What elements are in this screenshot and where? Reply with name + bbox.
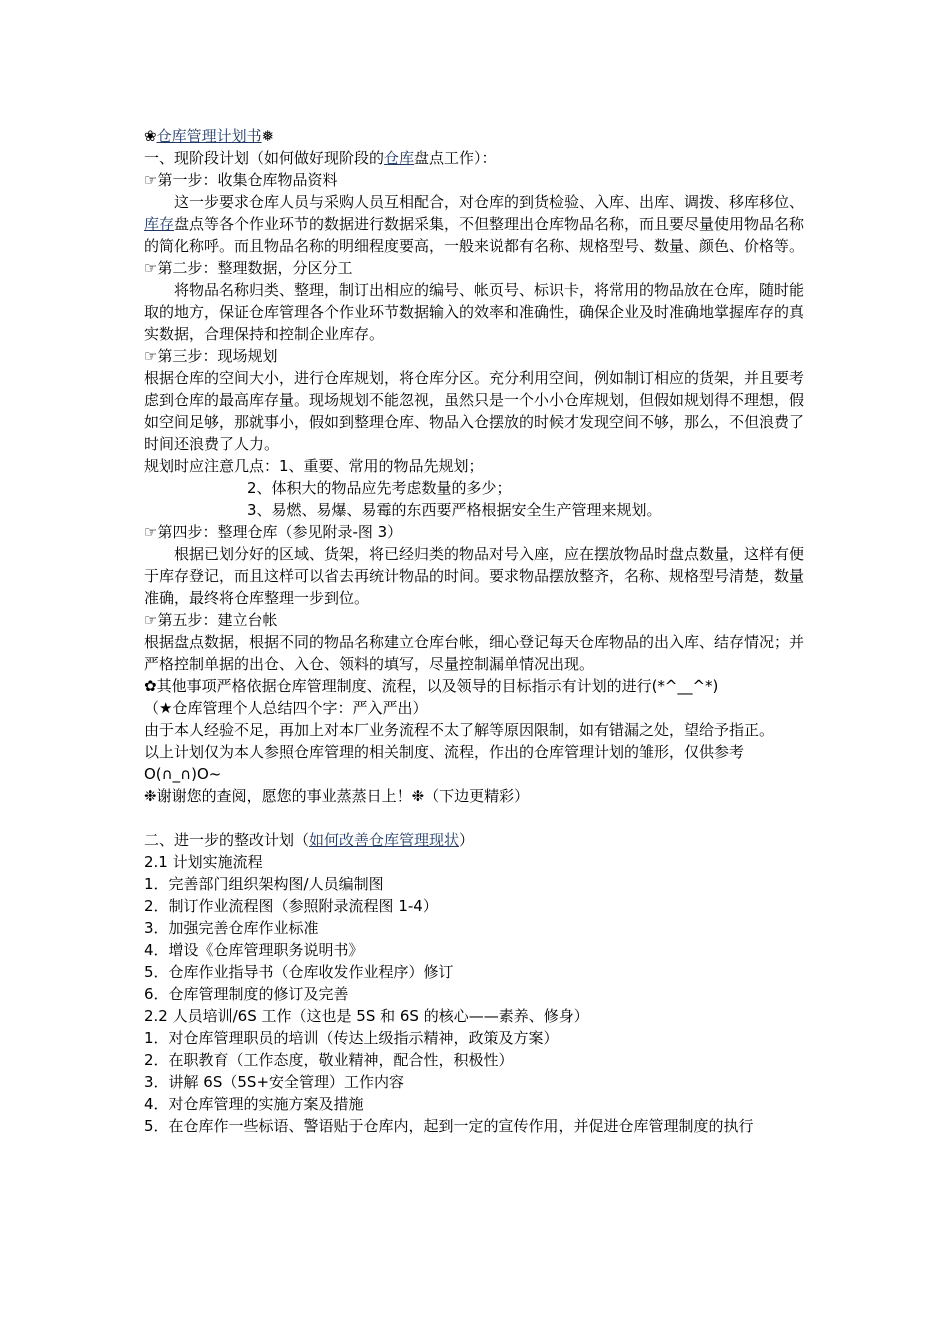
list-item: 2．制订作业流程图（参照附录流程图 1-4） — [144, 897, 438, 915]
step4-title: ☞第四步：整理仓库（参见附录-图 3） — [144, 523, 403, 541]
thanks-note: ❉谢谢您的查阅，愿您的事业蒸蒸日上！❉（下边更精彩） — [144, 787, 530, 805]
step1-title: ☞第一步：收集仓库物品资料 — [144, 171, 338, 189]
doc-title — [144, 125, 814, 147]
list-item: 1．对仓库管理职员的培训（传达上级指示精神，政策及方案） — [144, 1029, 559, 1047]
section1-heading: 一、现阶段计划（如何做好现阶段的仓库盘点工作）： — [144, 149, 497, 167]
other-matters: ✿其他事项严格依据仓库管理制度、流程，以及领导的目标指示有计划的进行(*^__^*) — [144, 677, 719, 695]
step2-body: 将物品名称归类、整理，制订出相应的编号、帐页号、标识卡，将常用的物品放在仓库，随时能取的地方，保证仓库管理各个作业环节数据输入的效率和准确性，确保企业及时准确地掌握库存的真实数据，合理保持和控制企业库存。 — [144, 281, 805, 343]
step2-title: ☞第二步：整理数据，分区分工 — [144, 259, 353, 277]
list-item: 2．在职教育（工作态度，敬业精神，配合性，积极性） — [144, 1051, 514, 1069]
step5-title: ☞第五步：建立台帐 — [144, 611, 278, 629]
summary-note: （★仓库管理个人总结四个字：严入严出） — [144, 699, 428, 717]
reference-note: 以上计划仅为本人参照仓库管理的相关制度、流程，作出的仓库管理计划的雏形，仅供参考 O(∩_∩)O~ — [144, 743, 745, 783]
step5-body: 根据盘点数据，根据不同的物品名称建立仓库台帐，细心登记每天仓库物品的出入库、结存情况；并严格控制单据的出仓、入仓、领料的填写，尽量控制漏单情况出现。 — [144, 633, 805, 673]
list-item: 4．对仓库管理的实施方案及措施 — [144, 1095, 364, 1113]
inventory-link[interactable]: 库存 — [144, 215, 175, 233]
subsection-2-1: 2.1 计划实施流程 — [144, 853, 263, 871]
section2-heading: 二、进一步的整改计划（如何改善仓库管理现状） — [144, 831, 475, 849]
improve-link[interactable]: 如何改善仓库管理现状 — [309, 831, 460, 849]
apology-note: 由于本人经验不足，再加上对本厂业务流程不太了解等原因限制，如有错漏之处，望给予指正。 — [144, 721, 775, 739]
step1-body: 这一步要求仓库人员与采购人员互相配合，对仓库的到货检验、入库、出库、调拨、移库移位、库存盘点等各个作业环节的数据进行数据采集，不但整理出仓库物品名称，而且要尽量使用物品名称的简化称呼。而且物品名称的明细程度要高，一般来说都有名称、规格型号、数量、颜色、价格等。 — [144, 193, 805, 255]
list-item: 1．完善部门组织架构图/人员编制图 — [144, 875, 384, 893]
step3-body: 根据仓库的空间大小，进行仓库规划，将仓库分区。充分利用空间，例如制订相应的货架，并且要考虑到仓库的最高库存量。现场规划不能忽视，虽然只是一个小小仓库规划，但假如规划得不理想，假如空间足够，那就事小，假如到整理仓库、物品入仓摆放的时候才发现空间不够，那么，不但浪费了时间还浪费了人力。 — [144, 369, 805, 453]
title-link[interactable]: 仓库管理计划书 — [156, 127, 262, 145]
document-page — [144, 125, 814, 1137]
step3-title: ☞第三步：现场规划 — [144, 347, 278, 365]
list-item: 3．加强完善仓库作业标准 — [144, 919, 319, 937]
plan-note-3: 3、易燃、易爆、易霉的东西要严格根据安全生产管理来规划。 — [247, 501, 662, 519]
spacer — [144, 807, 814, 829]
list-item: 6．仓库管理制度的修订及完善 — [144, 985, 349, 1003]
list-item: 5．仓库作业指导书（仓库收发作业程序）修订 — [144, 963, 454, 981]
plan-note-1: 规划时应注意几点：1、重要、常用的物品先规划； — [144, 457, 484, 475]
step4-body: 根据已划分好的区域、货架，将已经归类的物品对号入座，应在摆放物品时盘点数量，这样有便于库存登记，而且这样可以省去再统计物品的时间。要求物品摆放整齐，名称、规格型号清楚，数量准确，最终将仓库整理一步到位。 — [144, 545, 805, 607]
subsection-2-2: 2.2 人员培训/6S 工作（这也是 5S 和 6S 的核心——素养、修身） — [144, 1007, 589, 1025]
snowflake-icon: ❅ — [261, 127, 275, 145]
list-item: 5．在仓库作一些标语、警语贴于仓库内，起到一定的宣传作用，并促进仓库管理制度的执行 — [144, 1117, 754, 1135]
warehouse-link[interactable]: 仓库 — [384, 149, 415, 167]
plan-note-2: 2、体积大的物品应先考虑数量的多少； — [247, 479, 512, 497]
flower-icon: ❀ — [144, 127, 157, 145]
list-item: 3．讲解 6S（5S+安全管理）工作内容 — [144, 1073, 405, 1091]
list-item: 4．增设《仓库管理职务说明书》 — [144, 941, 364, 959]
